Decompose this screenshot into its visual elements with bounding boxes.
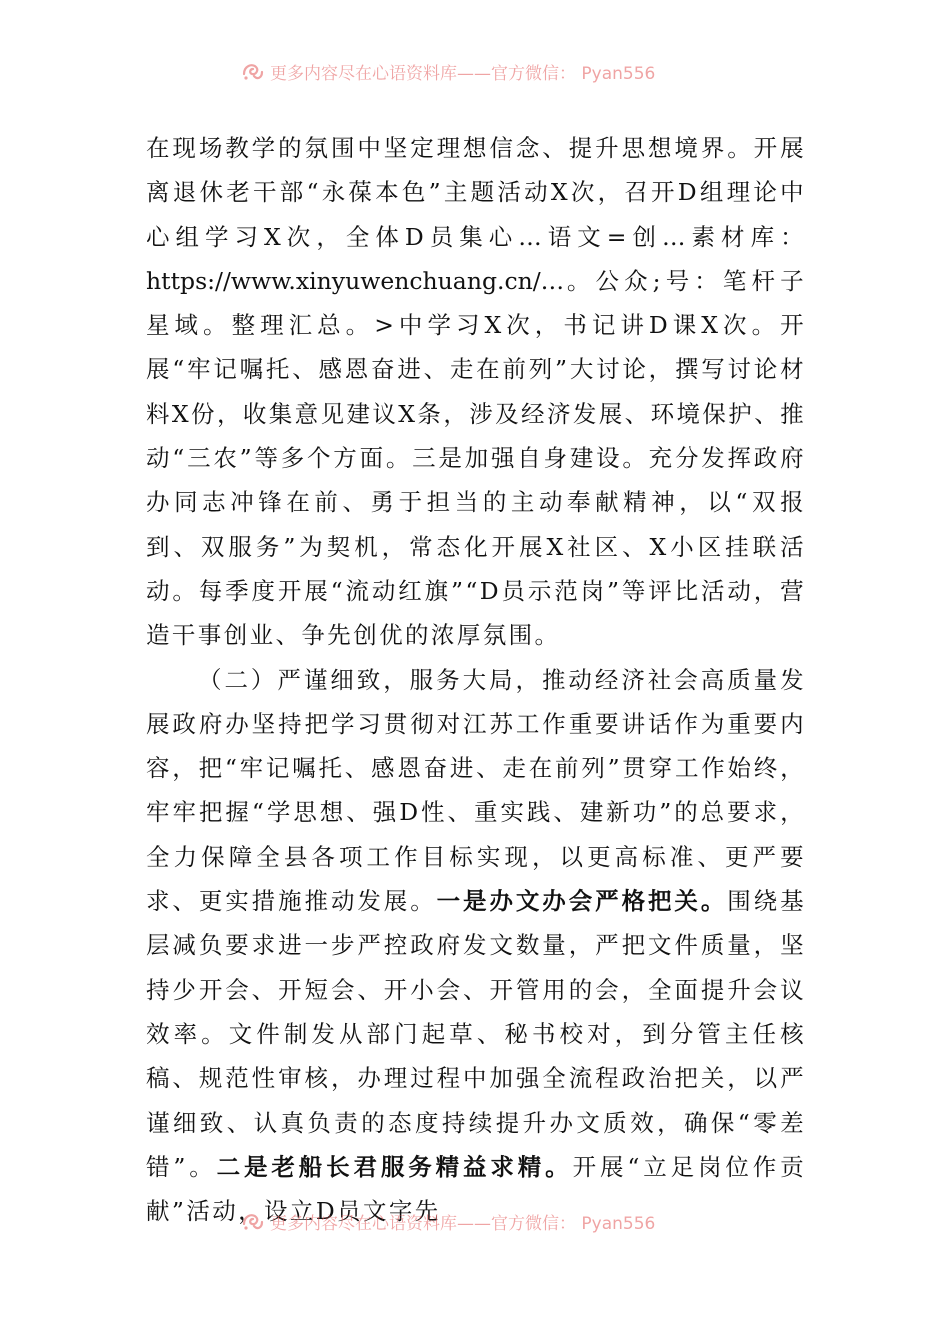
watermark-text: 更多内容尽在心语资料库——官方微信： Pyan556 <box>270 1213 656 1234</box>
text-run: 。公众;号：笔杆子星域。整理汇总。>中学习X次，书记讲D课X次。开展“牢记嘱托、感恩奋进、走在前列”大讨论，撰写讨论材料X份，收集意见建议X条，涉及经济发展、环境保护、推动“三农”等多个方面。三是加强自身建设。充分发挥政府办同志冲锋在前、勇于担当的主动奉献精神，以“双报到、双服务”为契机，常态化开展X社区、X小区挂联活动。每季度开展“流动红旗”“D员示范岗”等评比活动，营造干事创业、争先创优的浓厚氛围。 <box>146 266 806 650</box>
document-body <box>146 126 806 1233</box>
text-run: 在现场教学的氛围中坚定理想信念、提升思想境界。开展离退休老干部“永葆本色”主题活动X次，召开D组理论中心组学习X次，全体D员集心…语文=创…素材库： <box>146 134 806 251</box>
watermark-footer <box>240 1208 655 1234</box>
text-run: 开展“立足岗位作贡献”活动，设立D员文字先 <box>146 1152 806 1226</box>
sheep-logo-icon <box>240 1208 266 1234</box>
paragraph-2 <box>146 658 806 1234</box>
section-heading-run: （二）严谨细致，服务大局，推动经济社会高质量发展政府办坚持把学习贯彻对江苏工作重要讲话作为重要内容，把“牢记嘱托、感恩奋进、走在前列”贯穿工作始终，牢牢把握“学思想、强D性、重实践、建新功”的总要求，全力保障全县各项工作目标实现，以更高标准、更严要求、更实措施推动发展。 <box>146 665 806 916</box>
watermark-header <box>240 58 655 84</box>
paragraph-1 <box>146 126 806 658</box>
text-run: 围绕基层减负要求进一步严控政府发文数量，严把文件质量，坚持少开会、开短会、开小会、开管用的会，全面提升会议效率。文件制发从部门起草、秘书校对，到分管主任核稿、规范性审核，办理过程中加强全流程政治把关，以严谨细致、认真负责的态度持续提升办文质效，确保“零差错”。 <box>146 887 806 1181</box>
url-text: https://www.xinyuwenchuang.cn/… <box>146 266 565 295</box>
sheep-logo-icon <box>240 58 266 84</box>
bold-lead-phrase: 二是老船长君服务精益求精。 <box>216 1152 573 1181</box>
bold-lead-phrase: 一是办文办会严格把关。 <box>436 887 728 916</box>
watermark-text: 更多内容尽在心语资料库——官方微信： Pyan556 <box>270 63 656 84</box>
